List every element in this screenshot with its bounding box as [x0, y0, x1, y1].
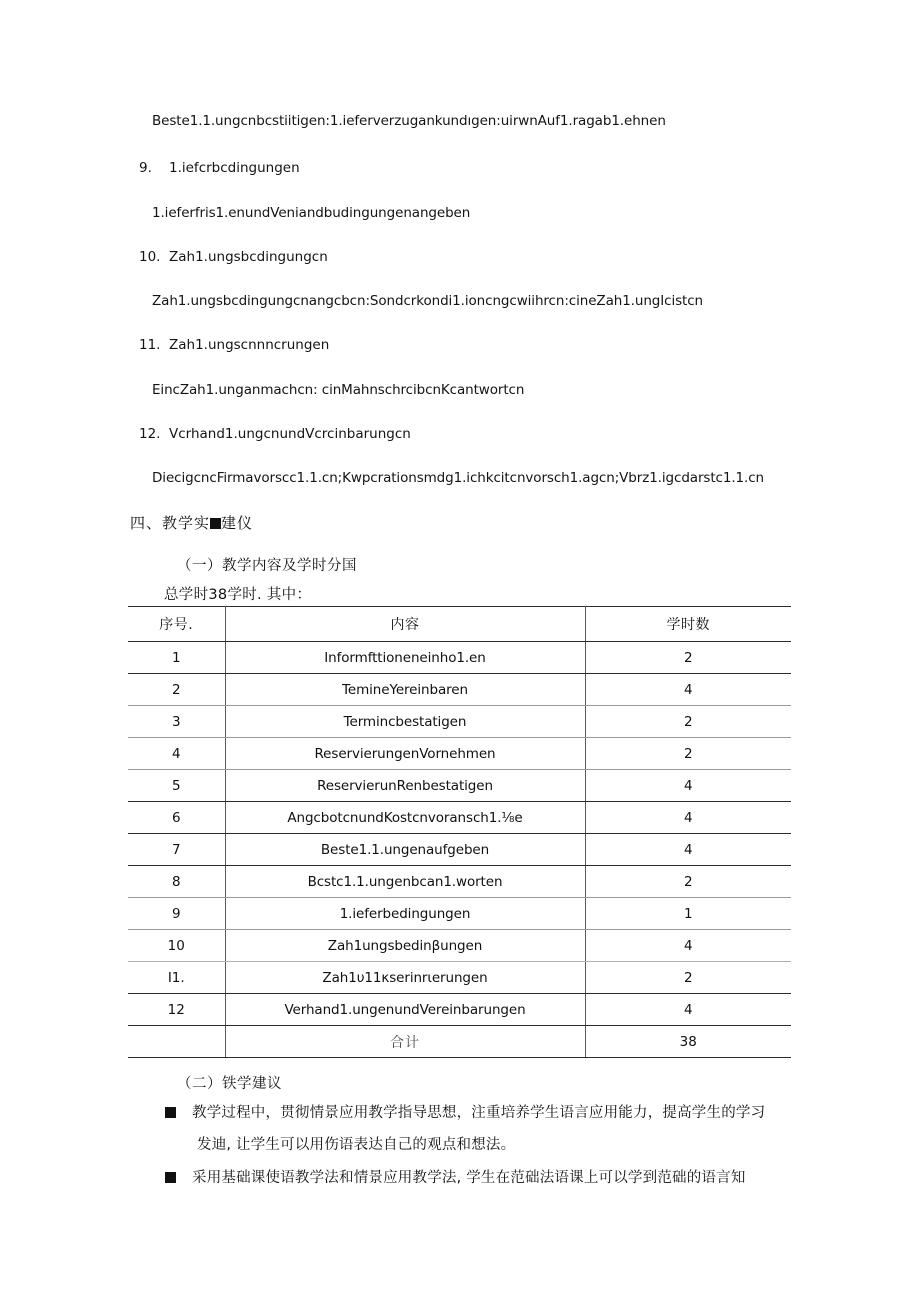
cell-hours: 2	[585, 738, 791, 770]
cell-hours: 1	[585, 898, 791, 930]
table-row	[128, 706, 791, 738]
bullet-item-2	[165, 1166, 746, 1187]
table-row	[128, 642, 791, 674]
cell-seq: 7	[128, 834, 225, 866]
list-item-9-index: 9.	[139, 160, 152, 176]
cell-hours: 2	[585, 962, 791, 994]
square-bullet-icon	[165, 1107, 176, 1118]
cell-content: Verhand1.ungenundVereinbarungen	[225, 994, 585, 1026]
cell-seq: 5	[128, 770, 225, 802]
col-header-content: 内容	[225, 607, 585, 642]
cell-hours: 2	[585, 642, 791, 674]
total-hours-line: 总学时38学时. 其中：	[164, 587, 312, 603]
cell-seq: 10	[128, 930, 225, 962]
cell-content: 1.ieferbedingungen	[225, 898, 585, 930]
section-heading-text: 四、教学实	[130, 514, 211, 532]
table-row	[128, 834, 791, 866]
list-item-10-title: Zah1.ungsbcdingungcn	[169, 249, 328, 265]
list-item-10-detail: Zah1.ungsbcdingungcnangcbcn:Sondcrkondi1.ioncngcwiihrcn:cineZah1.ungIcistcn	[152, 293, 704, 309]
cell-hours: 4	[585, 834, 791, 866]
cell-total-seq	[128, 1026, 225, 1058]
square-bullet-icon	[165, 1172, 176, 1183]
list-item-11	[139, 337, 329, 353]
bullet-item-1-line-2: 发迪, 让学生可以用伤语表达自己的观点和想法。	[197, 1137, 516, 1153]
cell-seq: I1.	[128, 962, 225, 994]
cell-content: ReservierunRenbestatigen	[225, 770, 585, 802]
cell-seq: 8	[128, 866, 225, 898]
table-row	[128, 770, 791, 802]
square-bullet-icon	[210, 518, 221, 529]
list-item-11-index: 11.	[139, 337, 161, 353]
cell-seq: 3	[128, 706, 225, 738]
cell-content: Termincbestatigen	[225, 706, 585, 738]
list-item-12-title: Vcrhand1.ungcnundVcrcinbarungcn	[169, 426, 411, 442]
cell-content: AngcbotcnundKostcnvoransch1.⅛e	[225, 802, 585, 834]
table-header-row	[128, 607, 791, 642]
list-item-12-index: 12.	[139, 426, 161, 442]
list-item-10-index: 10.	[139, 249, 161, 265]
list-item-9-detail: 1.ieferfris1.enundVeniandbudingungenangeben	[152, 205, 471, 221]
cell-total-label: 合计	[225, 1026, 585, 1058]
bullet-item-1	[165, 1101, 765, 1122]
col-header-seq: 序号.	[128, 607, 225, 642]
subsection-two-heading: （二）铁学建议	[177, 1076, 282, 1092]
cell-hours: 4	[585, 994, 791, 1026]
cell-seq: 2	[128, 674, 225, 706]
cell-seq: 9	[128, 898, 225, 930]
cell-seq: 1	[128, 642, 225, 674]
cell-content: Bcstc1.1.ungenbcan1.worten	[225, 866, 585, 898]
schedule-table	[128, 606, 791, 1058]
cell-content: Zah1υ11κserinrιerungen	[225, 962, 585, 994]
bullet-item-2-line-1: 采用基础课使语教学法和情景应用教学法, 学生在范础法语课上可以学到范础的语言知	[192, 1170, 746, 1186]
schedule-table-wrapper	[128, 606, 791, 1058]
cell-hours: 2	[585, 866, 791, 898]
cell-content: TemineYereinbaren	[225, 674, 585, 706]
list-item-12-detail: DiecigcncFirmavorscc1.1.cn;Kwpcrationsmdg1.ichkcitcnvorsch1.agcn;Vbrz1.igcdarstc1.1.cn	[152, 470, 764, 486]
table-total-row	[128, 1026, 791, 1058]
cell-seq: 4	[128, 738, 225, 770]
cell-content: Beste1.1.ungenaufgeben	[225, 834, 585, 866]
bullet-item-1-line-1: 教学过程中，贯彻情景应用教学指导思想，注重培养学生语言应用能力，提高学生的学习	[192, 1105, 766, 1121]
cell-hours: 4	[585, 674, 791, 706]
list-item-9	[139, 160, 300, 176]
list-item-12	[139, 426, 411, 442]
table-row	[128, 866, 791, 898]
table-row	[128, 962, 791, 994]
table-row	[128, 802, 791, 834]
cell-content: ReservierungenVornehmen	[225, 738, 585, 770]
table-row	[128, 994, 791, 1026]
section-heading	[130, 512, 253, 533]
intro-line: Beste1.1.ungcnbcstiitigen:1.ieferverzugankundıgen:uirwnAuf1.ragab1.ehnen	[152, 113, 666, 129]
subsection-one-heading: （一）教学内容及学时分国	[177, 558, 357, 574]
list-item-11-title: Zah1.ungscnnncrungen	[169, 337, 330, 353]
cell-content: Zah1ungsbedinβungen	[225, 930, 585, 962]
cell-seq: 12	[128, 994, 225, 1026]
section-heading-tail: 建仪	[221, 514, 254, 532]
cell-hours: 4	[585, 802, 791, 834]
cell-hours: 2	[585, 706, 791, 738]
table-row	[128, 930, 791, 962]
col-header-hours: 学时数	[585, 607, 791, 642]
list-item-11-detail: EincZah1.unganmachcn: cinMahnschrcibcnKcantwortcn	[152, 382, 525, 398]
cell-hours: 4	[585, 930, 791, 962]
table-row	[128, 738, 791, 770]
list-item-10	[139, 249, 328, 265]
cell-seq: 6	[128, 802, 225, 834]
table-row	[128, 674, 791, 706]
cell-content: Informfttioneneinho1.en	[225, 642, 585, 674]
list-item-9-title: 1.iefcrbcdingungen	[169, 160, 300, 176]
cell-hours: 4	[585, 770, 791, 802]
table-row	[128, 898, 791, 930]
cell-total-hours: 38	[585, 1026, 791, 1058]
